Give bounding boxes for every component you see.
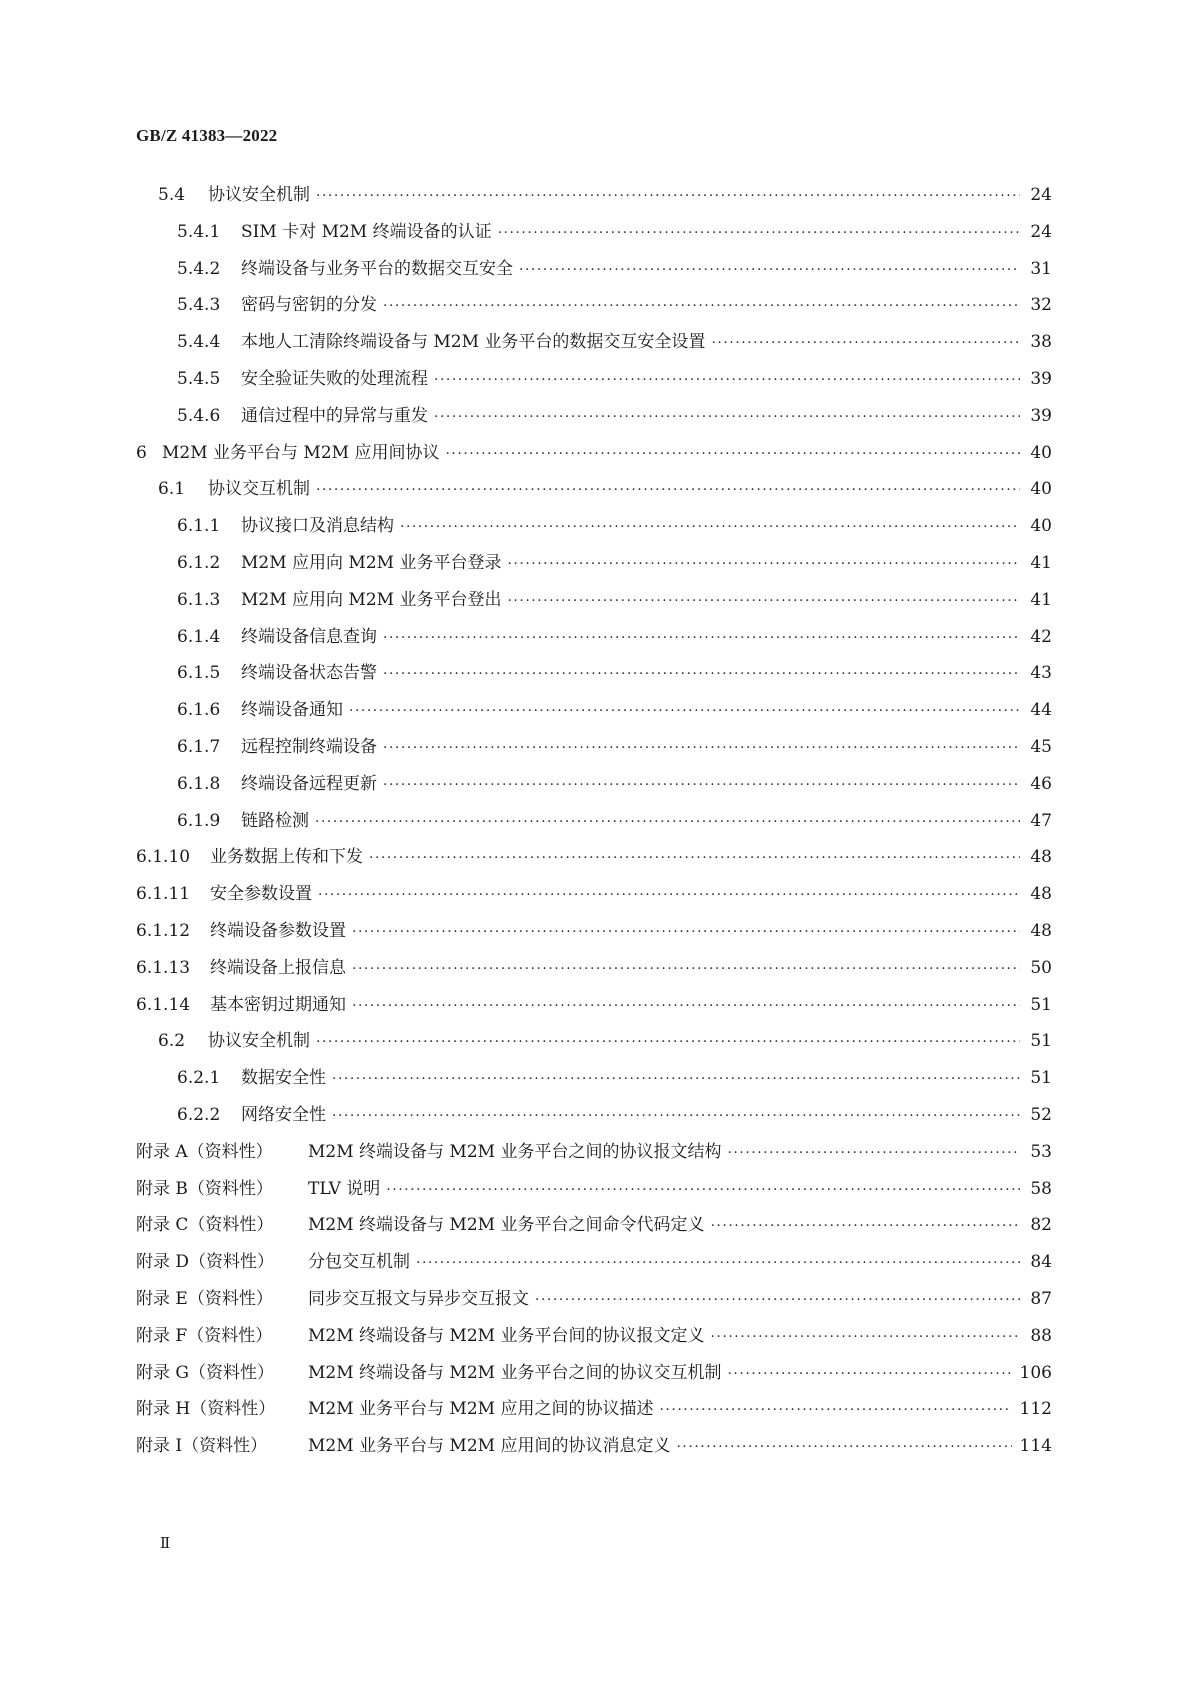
toc-entry-number: 6.1.9: [177, 810, 221, 831]
toc-entry-title: 数据安全性: [241, 1068, 326, 1089]
toc-entry-title: 分包交互机制: [308, 1252, 410, 1273]
toc-entry-number: 附录 G（资料性）: [136, 1362, 274, 1383]
toc-entry-page: 32: [1030, 295, 1052, 316]
toc-entry-page: 41: [1030, 589, 1052, 610]
toc-entry-page: 24: [1030, 185, 1052, 205]
toc-entry-number: 6.1.10: [136, 847, 191, 868]
dot-leader: [332, 1061, 1020, 1098]
toc-entry-page: 40: [1030, 516, 1052, 537]
dot-leader: [727, 1135, 1020, 1172]
toc-entry-title: 终端设备状态告警: [241, 663, 377, 684]
toc-entry[interactable]: [136, 582, 1052, 619]
dot-leader: [316, 1024, 1020, 1061]
toc-entry-title: 网络安全性: [241, 1104, 326, 1125]
dot-leader: [659, 1392, 1011, 1429]
toc-entry[interactable]: [136, 287, 1052, 324]
toc-entry-page: 82: [1030, 1215, 1052, 1236]
toc-entry-page: 112: [1019, 1399, 1052, 1420]
toc-entry-page: 38: [1030, 332, 1052, 353]
toc-entry-page: 42: [1030, 626, 1052, 647]
toc-entry[interactable]: [136, 987, 1052, 1024]
toc-entry-page: 46: [1030, 773, 1052, 794]
toc-entry-page: 39: [1030, 405, 1052, 426]
dot-leader: [383, 620, 1020, 657]
dot-leader: [710, 1319, 1020, 1356]
toc-entry-page: 51: [1030, 994, 1052, 1015]
toc-entry-title: 安全参数设置: [210, 884, 312, 905]
toc-entry-page: 50: [1030, 957, 1052, 978]
dot-leader: [369, 840, 1020, 877]
dot-leader: [519, 252, 1020, 289]
toc-entry-number: 6.1.4: [177, 626, 221, 647]
dot-leader: [416, 1245, 1020, 1282]
toc-entry-title: M2M 应用向 M2M 业务平台登出: [241, 589, 502, 610]
toc-entry-page: 52: [1030, 1104, 1052, 1125]
dot-leader: [434, 399, 1020, 436]
dot-leader: [349, 693, 1020, 730]
toc-entry-number: 6.1.14: [136, 994, 191, 1015]
toc-entry-page: 44: [1030, 700, 1052, 721]
toc-entry-title: 密码与密钥的分发: [241, 295, 377, 316]
toc-entry-number: 附录 B（资料性）: [136, 1178, 273, 1199]
toc-entry[interactable]: [136, 1023, 1052, 1060]
toc-entry-number: 5.4.5: [177, 368, 221, 389]
toc-entry-number: 6.2.1: [177, 1068, 221, 1089]
toc-entry-page: 84: [1030, 1252, 1052, 1273]
toc-entry-title: 同步交互报文与异步交互报文: [308, 1288, 529, 1309]
toc-entry-number: 5.4.4: [177, 332, 221, 353]
toc-entry[interactable]: [136, 471, 1052, 508]
toc-entry-page: 40: [1030, 479, 1052, 500]
toc-entry-page: 106: [1019, 1362, 1052, 1383]
toc-entry[interactable]: [136, 1281, 1052, 1318]
toc-entry-title: 终端设备信息查询: [241, 626, 377, 647]
toc-entry[interactable]: [136, 1428, 1052, 1465]
toc-entry-title: M2M 应用向 M2M 业务平台登录: [241, 552, 502, 573]
toc-entry-page: 47: [1030, 810, 1052, 831]
toc-entry-page: 40: [1030, 442, 1052, 463]
toc-entry[interactable]: [136, 619, 1052, 656]
toc-entry-number: 6.1.3: [177, 589, 221, 610]
toc-entry-number: 6.1.6: [177, 700, 221, 721]
toc-entry-title: M2M 业务平台与 M2M 应用之间的协议描述: [308, 1399, 654, 1420]
toc-entry-page: 31: [1030, 258, 1052, 279]
dot-leader: [315, 804, 1020, 841]
toc-entry-page: 48: [1030, 884, 1052, 905]
toc-entry[interactable]: [136, 839, 1052, 876]
toc-entry-number: 6.1.8: [177, 773, 221, 794]
toc-entry-title: 安全验证失败的处理流程: [241, 368, 428, 389]
toc-entry-number: 附录 H（资料性）: [136, 1399, 276, 1420]
toc-entry-title: 协议接口及消息结构: [241, 516, 394, 537]
dot-leader: [711, 325, 1020, 362]
toc-entry[interactable]: [136, 1060, 1052, 1097]
dot-leader: [507, 546, 1020, 583]
toc-entry-page: 114: [1019, 1436, 1052, 1457]
toc-entry-page: 39: [1030, 368, 1052, 389]
toc-entry-title: 远程控制终端设备: [241, 736, 377, 757]
dot-leader: [352, 988, 1020, 1025]
toc-entry[interactable]: [136, 729, 1052, 766]
toc-entry-title: 协议安全机制: [208, 185, 310, 205]
toc-entry[interactable]: [136, 508, 1052, 545]
toc-entry[interactable]: [136, 803, 1052, 840]
dot-leader: [383, 767, 1020, 804]
toc-entry[interactable]: [136, 1207, 1052, 1244]
dot-leader: [352, 951, 1020, 988]
toc-entry-title: 通信过程中的异常与重发: [241, 405, 428, 426]
toc-entry-title: 基本密钥过期通知: [210, 994, 346, 1015]
toc-entry-number: 5.4.2: [177, 258, 221, 279]
dot-leader: [710, 1208, 1020, 1245]
toc-entry-number: 6.1: [158, 479, 186, 500]
toc-entry-page: 24: [1030, 221, 1052, 242]
toc-entry[interactable]: [136, 1355, 1052, 1392]
toc-entry[interactable]: [136, 545, 1052, 582]
toc-entry[interactable]: [136, 361, 1052, 398]
toc-entry[interactable]: [136, 1134, 1052, 1171]
toc-entry[interactable]: [136, 1391, 1052, 1428]
toc-entry-page: 43: [1030, 663, 1052, 684]
toc-entry-title: 终端设备远程更新: [241, 773, 377, 794]
toc-entry-number: 5.4.1: [177, 221, 221, 242]
toc-entry[interactable]: [136, 1097, 1052, 1134]
dot-leader: [316, 178, 1020, 215]
dot-leader: [535, 1282, 1020, 1319]
toc-entry-number: 6: [136, 442, 147, 463]
toc-entry-number: 附录 C（资料性）: [136, 1215, 274, 1236]
toc-entry-number: 附录 I（资料性）: [136, 1436, 268, 1457]
toc-entry-title: 协议安全机制: [208, 1031, 310, 1052]
toc-entry-number: 附录 A（资料性）: [136, 1141, 273, 1162]
toc-entry-title: 业务数据上传和下发: [210, 847, 363, 868]
dot-leader: [316, 472, 1020, 509]
toc-entry[interactable]: [136, 913, 1052, 950]
dot-leader: [383, 730, 1020, 767]
toc-entry-title: 终端设备上报信息: [210, 957, 346, 978]
toc-entry-title: 协议交互机制: [208, 479, 310, 500]
toc-entry-page: 45: [1030, 736, 1052, 757]
toc-entry-number: 附录 F（资料性）: [136, 1325, 273, 1346]
toc-entry-title: M2M 终端设备与 M2M 业务平台之间的协议报文结构: [308, 1141, 722, 1162]
toc-entry-title: M2M 终端设备与 M2M 业务平台之间的协议交互机制: [308, 1362, 722, 1383]
toc-entry-title: TLV 说明: [308, 1178, 381, 1199]
toc-entry-title: 终端设备与业务平台的数据交互安全: [241, 258, 513, 279]
toc-entry-title: 本地人工清除终端设备与 M2M 业务平台的数据交互安全设置: [241, 332, 706, 353]
toc-entry-title: M2M 终端设备与 M2M 业务平台之间命令代码定义: [308, 1215, 705, 1236]
dot-leader: [676, 1429, 1011, 1466]
dot-leader: [434, 362, 1020, 399]
toc-entry-number: 5.4.6: [177, 405, 221, 426]
toc-entry-number: 附录 D（资料性）: [136, 1252, 275, 1273]
toc-entry-title: 链路检测: [241, 810, 309, 831]
toc-entry-title: M2M 业务平台与 M2M 应用间的协议消息定义: [308, 1436, 671, 1457]
toc-entry[interactable]: [136, 766, 1052, 803]
toc-entry[interactable]: [136, 177, 1052, 214]
toc-entry-number: 5.4.3: [177, 295, 221, 316]
toc-entry-title: M2M 终端设备与 M2M 业务平台间的协议报文定义: [308, 1325, 705, 1346]
toc-entry[interactable]: [136, 876, 1052, 913]
toc-entry-number: 6.2.2: [177, 1104, 221, 1125]
toc-entry-title: 终端设备通知: [241, 700, 343, 721]
toc-entry[interactable]: [136, 655, 1052, 692]
toc-entry-number: 6.1.5: [177, 663, 221, 684]
toc-entry-title: SIM 卡对 M2M 终端设备的认证: [241, 221, 492, 242]
toc-entry-page: 48: [1030, 847, 1052, 868]
dot-leader: [383, 288, 1020, 325]
document-code: GB/Z 41383—2022: [136, 126, 278, 145]
dot-leader: [445, 436, 1020, 473]
toc-entry-page: 51: [1030, 1031, 1052, 1052]
toc-entry-page: 88: [1030, 1325, 1052, 1346]
dot-leader: [383, 656, 1020, 693]
dot-leader: [498, 215, 1020, 252]
toc-entry-number: 6.1.13: [136, 957, 191, 978]
dot-leader: [727, 1356, 1011, 1393]
dot-leader: [386, 1172, 1020, 1209]
toc-entry-number: 6.1.7: [177, 736, 221, 757]
dot-leader: [352, 914, 1020, 951]
toc-entry-page: 87: [1030, 1288, 1052, 1309]
toc-entry-number: 5.4: [158, 185, 186, 205]
toc-entry[interactable]: [136, 950, 1052, 987]
toc-entry[interactable]: [136, 251, 1052, 288]
toc-entry-page: 53: [1030, 1141, 1052, 1162]
toc-entry-title: M2M 业务平台与 M2M 应用间协议: [162, 442, 440, 463]
toc-entry[interactable]: [136, 435, 1052, 472]
toc-entry[interactable]: [136, 1244, 1052, 1281]
toc-entry-page: 48: [1030, 920, 1052, 941]
toc-entry-number: 6.2: [158, 1031, 186, 1052]
table-of-contents: [136, 177, 1052, 1465]
toc-entry[interactable]: [136, 398, 1052, 435]
toc-entry-number: 6.1.12: [136, 920, 191, 941]
toc-entry[interactable]: [136, 1318, 1052, 1355]
toc-entry-page: 51: [1030, 1068, 1052, 1089]
page-number: Ⅱ: [160, 1534, 171, 1552]
dot-leader: [318, 877, 1020, 914]
dot-leader: [400, 509, 1020, 546]
toc-entry-number: 附录 E（资料性）: [136, 1288, 273, 1309]
toc-entry-page: 41: [1030, 552, 1052, 573]
toc-entry-title: 终端设备参数设置: [210, 920, 346, 941]
toc-entry-page: 58: [1030, 1178, 1052, 1199]
toc-entry[interactable]: [136, 214, 1052, 251]
toc-entry[interactable]: [136, 1171, 1052, 1208]
dot-leader: [507, 583, 1020, 620]
toc-entry[interactable]: [136, 324, 1052, 361]
toc-entry[interactable]: [136, 692, 1052, 729]
dot-leader: [332, 1098, 1020, 1135]
toc-entry-number: 6.1.1: [177, 516, 221, 537]
toc-entry-number: 6.1.11: [136, 884, 191, 905]
toc-entry-number: 6.1.2: [177, 552, 221, 573]
